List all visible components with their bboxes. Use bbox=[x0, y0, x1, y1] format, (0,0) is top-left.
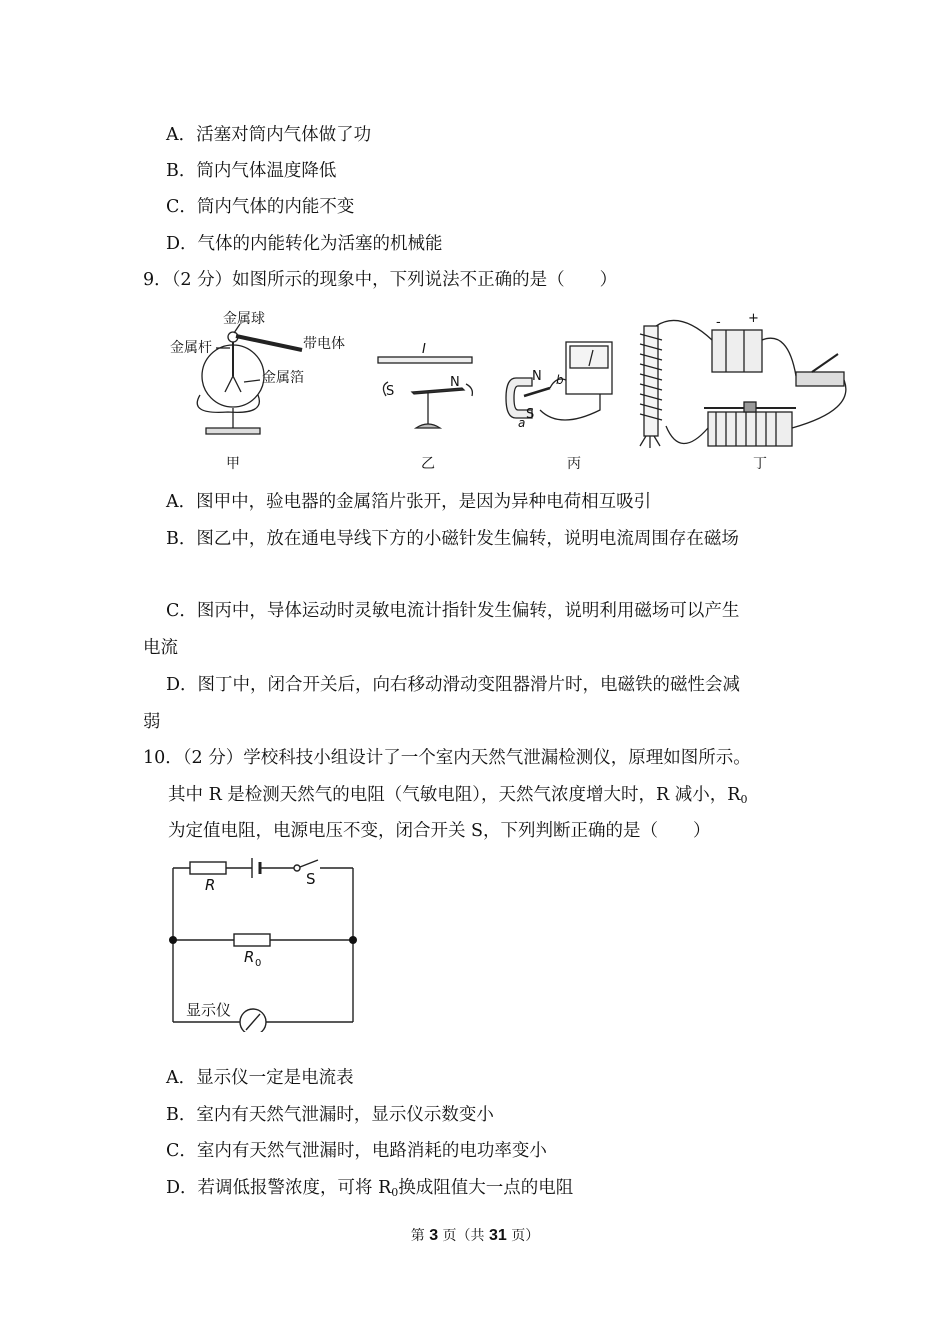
page-footer bbox=[0, 1226, 950, 1246]
foil-right bbox=[233, 376, 241, 392]
q10-stem-line3: 为定值电阻，电源电压不变，闭合开关 S，下列判断正确的是（ ） bbox=[168, 821, 711, 841]
coil bbox=[640, 334, 662, 420]
q10-stem-line2 bbox=[168, 783, 747, 812]
foil-left bbox=[225, 376, 233, 392]
q8-option-a: A．活塞对筒内气体做了功 bbox=[166, 125, 372, 145]
label-metal-rod: 金属杆 bbox=[170, 340, 212, 356]
label-bing-b: b bbox=[556, 373, 564, 387]
q8-option-c: C．筒内气体的内能不变 bbox=[166, 197, 355, 217]
q9-option-c: C．图丙中，导体运动时灵敏电流计指针发生偏转，说明利用磁场可以产生 bbox=[166, 601, 740, 621]
q8-option-b: B．筒内气体温度降低 bbox=[166, 161, 337, 181]
label-yi-n: N bbox=[450, 375, 460, 390]
junction-right bbox=[349, 936, 357, 944]
label-yi-s: S bbox=[386, 384, 395, 399]
label-bing-s: S bbox=[526, 407, 535, 422]
q10-option-b: B．室内有天然气泄漏时，显示仪示数变小 bbox=[166, 1105, 494, 1125]
subscript-0: 0 bbox=[740, 793, 748, 806]
q8-option-d: D．气体的内能转化为活塞的机械能 bbox=[166, 234, 443, 254]
current-wire bbox=[378, 357, 472, 363]
junction-left bbox=[169, 936, 177, 944]
label-bing-a: a bbox=[518, 416, 526, 430]
rotation-arrow-right bbox=[466, 384, 472, 396]
footer-pre: 第 bbox=[410, 1228, 430, 1244]
q10-option-a: A．显示仪一定是电流表 bbox=[166, 1068, 354, 1088]
wire-1 bbox=[656, 320, 712, 340]
q9-option-b: B．图乙中，放在通电导线下方的小磁针发生偏转，说明电流周围存在磁场 bbox=[166, 529, 739, 549]
wire-a bbox=[540, 394, 600, 420]
q10-stem: 10．（2 分）学校科技小组设计了一个室内天然气泄漏检测仪，原理如图所示。 bbox=[143, 748, 751, 768]
label-metal-foil: 金属箔 bbox=[262, 370, 304, 386]
switch-blade bbox=[812, 354, 838, 372]
q9-stem: 9．（2 分）如图所示的现象中，下列说法不正确的是（ ） bbox=[143, 270, 618, 290]
label-current: I bbox=[422, 342, 426, 357]
caption-jia: 甲 bbox=[226, 456, 240, 472]
q10-option-d-post: 换成阻值大一点的电阻 bbox=[398, 1178, 574, 1198]
battery bbox=[712, 330, 762, 372]
q9-option-c-cont: 电流 bbox=[143, 638, 178, 658]
pins bbox=[640, 436, 660, 448]
q10-option-d-pre: D．若调低报警浓度，可将 R bbox=[166, 1178, 392, 1198]
subscript-0: 0 bbox=[391, 1186, 399, 1199]
electromagnet-diagram bbox=[640, 320, 846, 448]
wire-2 bbox=[762, 338, 796, 376]
caption-yi: 乙 bbox=[421, 456, 435, 472]
footer-post: 页） bbox=[506, 1228, 540, 1244]
label-s: S bbox=[306, 870, 316, 888]
conductor bbox=[524, 388, 550, 396]
label-charged-body: 带电体 bbox=[303, 336, 345, 352]
switch-contact bbox=[294, 865, 300, 871]
meter-circle bbox=[240, 1009, 266, 1032]
page-number: 3 bbox=[429, 1227, 439, 1244]
resistor-r bbox=[190, 862, 226, 874]
caption-bing: 丙 bbox=[567, 456, 581, 472]
q9-option-d-cont: 弱 bbox=[143, 712, 161, 732]
switch-base bbox=[796, 372, 844, 386]
label-r0: R bbox=[244, 948, 255, 966]
label-r: R bbox=[205, 876, 216, 894]
q9-figure bbox=[160, 300, 860, 480]
caption-ding: 丁 bbox=[753, 456, 767, 472]
resistor-r0 bbox=[234, 934, 270, 946]
q10-option-d bbox=[166, 1176, 573, 1205]
total-pages: 31 bbox=[489, 1227, 507, 1244]
label-meter: 显示仪 bbox=[186, 1001, 232, 1019]
wire-3 bbox=[792, 380, 846, 428]
q9-option-d: D．图丁中，闭合开关后，向右移动滑动变阻器滑片时，电磁铁的磁性会减 bbox=[166, 675, 741, 695]
wire-4 bbox=[666, 426, 708, 444]
switch-lever bbox=[300, 860, 318, 867]
label-ding-plus: + bbox=[748, 311, 759, 326]
q10-circuit-diagram bbox=[160, 852, 370, 1032]
label-ding-minus: - bbox=[716, 315, 721, 330]
label-metal-ball: 金属球 bbox=[223, 311, 265, 327]
iron-core bbox=[644, 326, 658, 436]
rheostat-slider bbox=[744, 402, 756, 412]
rheostat bbox=[708, 412, 792, 446]
label-bing-n: N bbox=[532, 369, 542, 384]
label-r0-subscript: 0 bbox=[255, 958, 262, 969]
footer-mid: 页（共 bbox=[438, 1228, 489, 1244]
q10-option-c: C．室内有天然气泄漏时，电路消耗的电功率变小 bbox=[166, 1141, 547, 1161]
q10-stem-line2-text: 其中 R 是检测天然气的电阻（气敏电阻），天然气浓度增大时，R 减小，R bbox=[168, 785, 741, 805]
q9-option-a: A．图甲中，验电器的金属箔片张开，是因为异种电荷相互吸引 bbox=[166, 492, 652, 512]
